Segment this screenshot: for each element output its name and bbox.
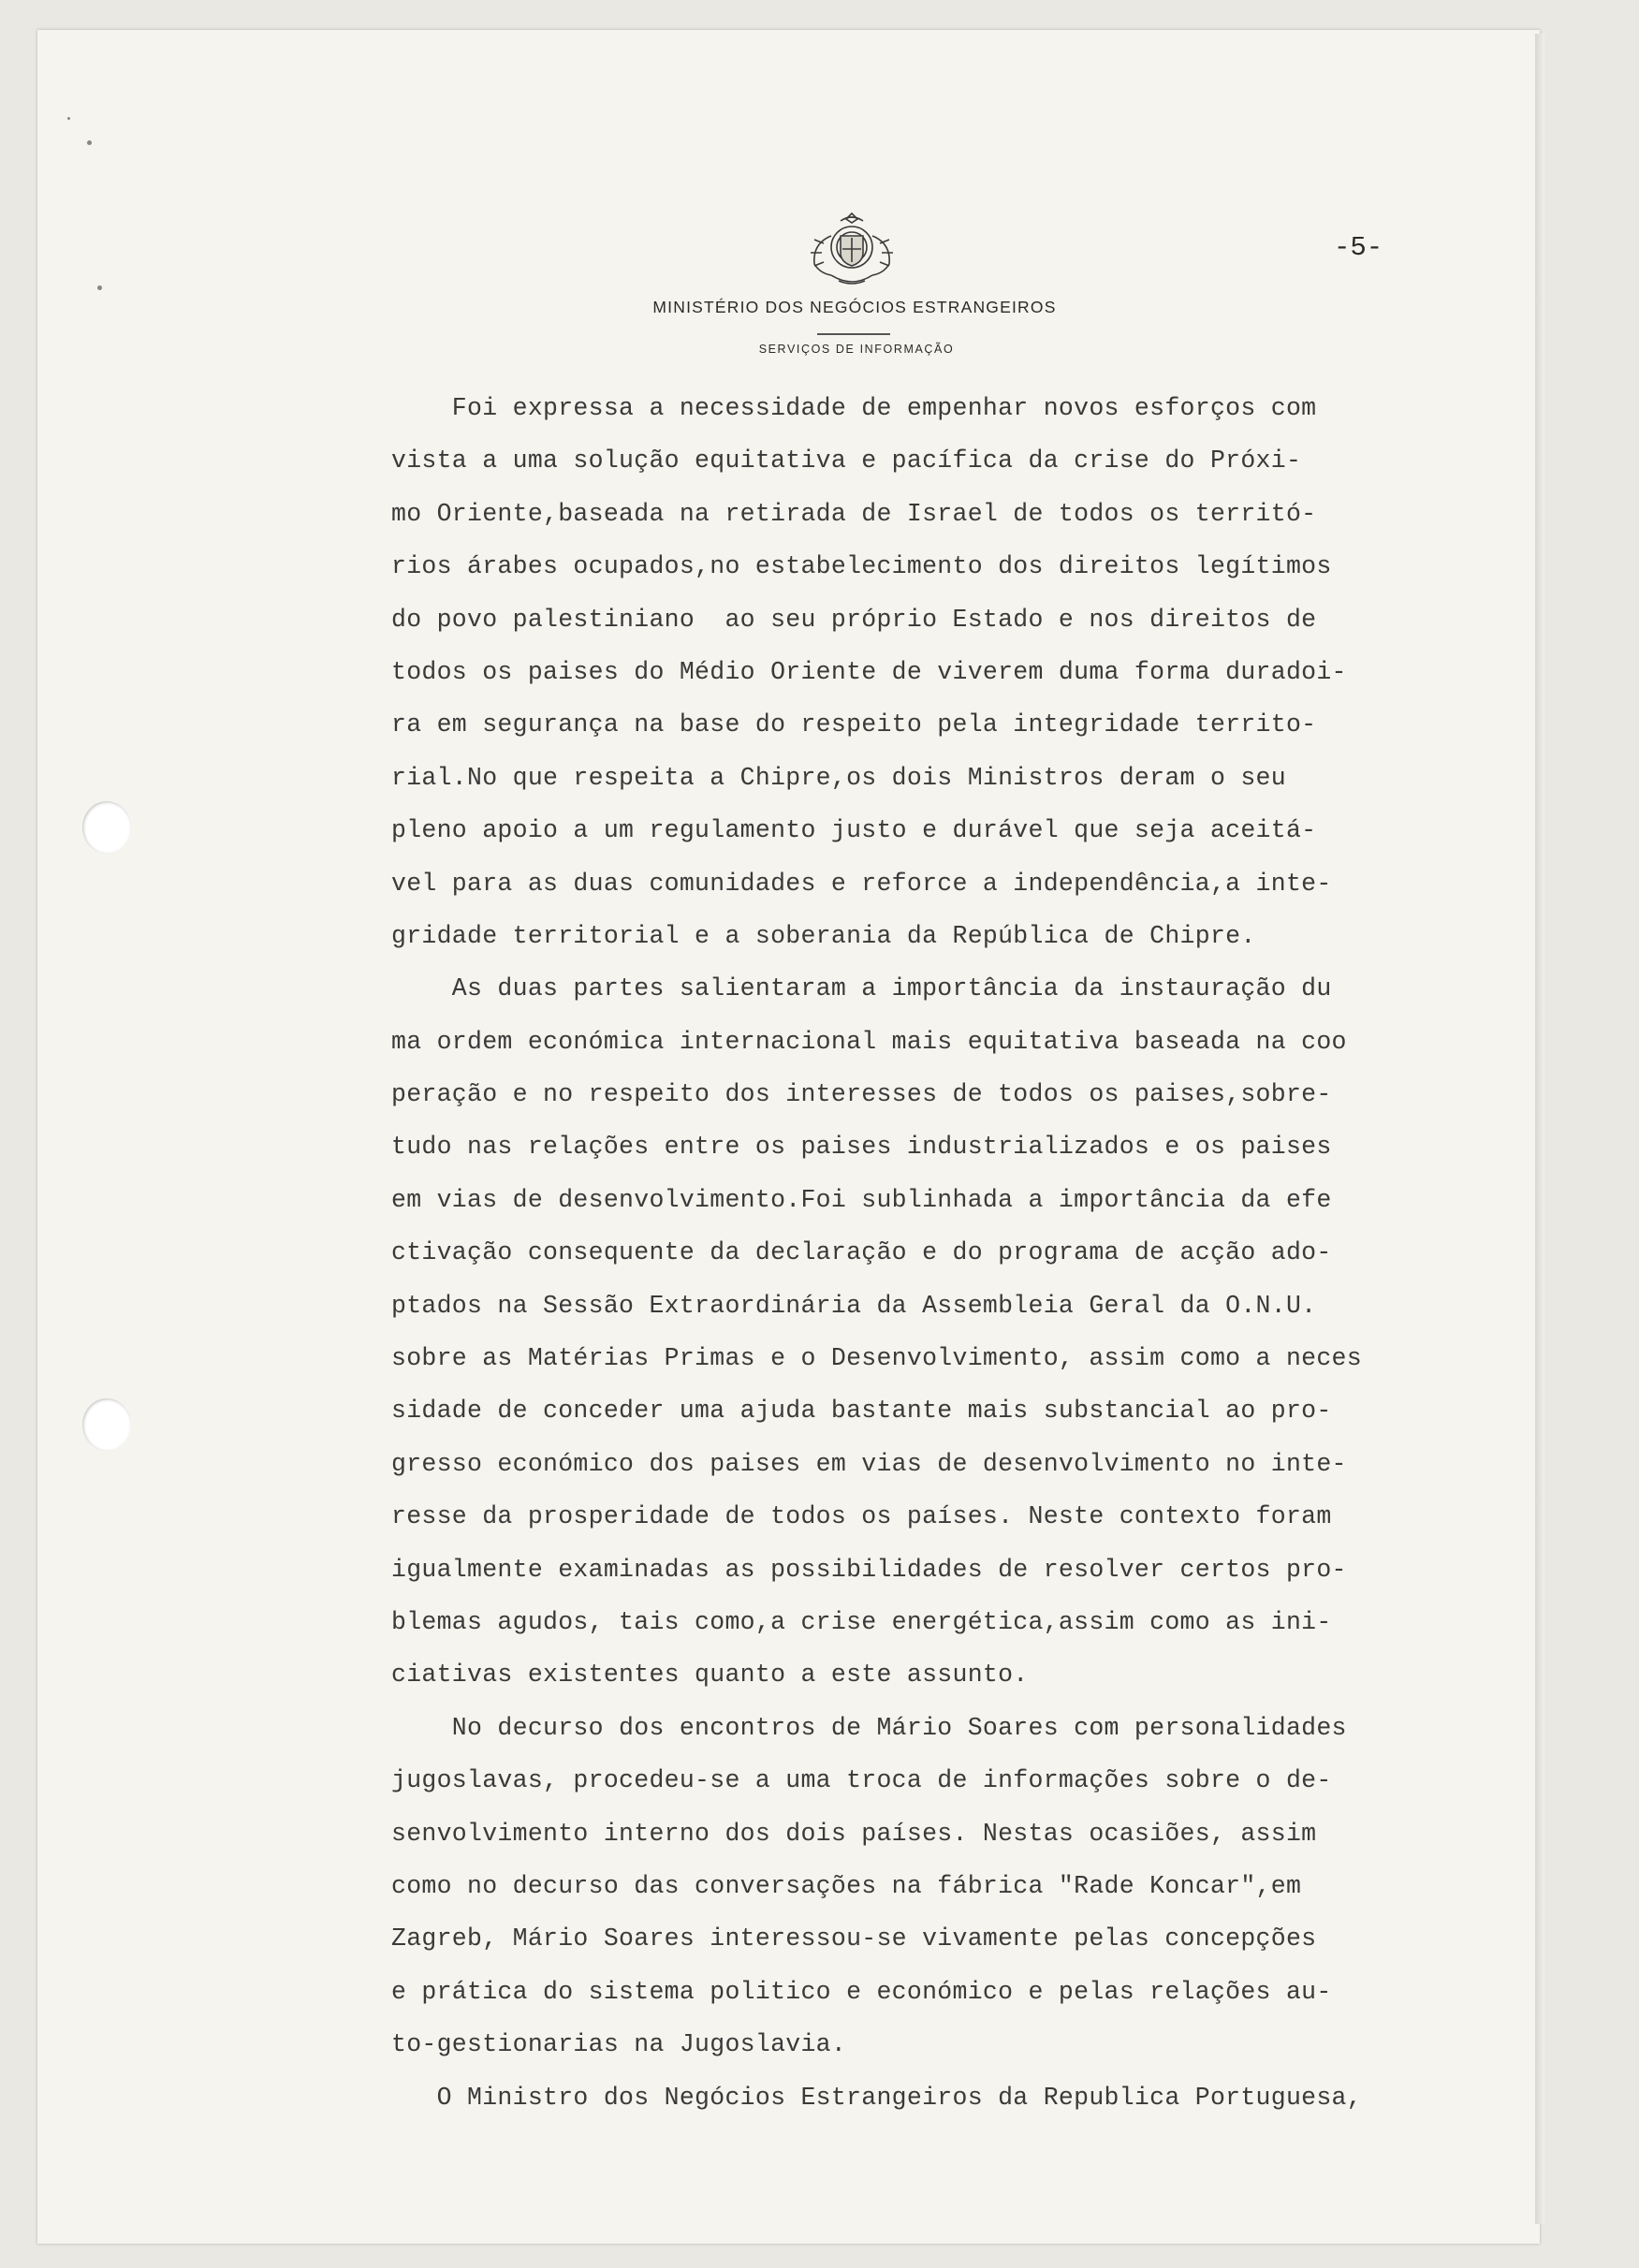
ministry-heading: MINISTÉRIO DOS NEGÓCIOS ESTRANGEIROS	[652, 298, 1057, 316]
text-line: jugoslavas, procedeu-se a uma troca de informações sobre o de-	[391, 1766, 1332, 1795]
text-line: e prática do sistema politico e económico e pelas relações au-	[391, 1977, 1332, 2006]
text-line: vel para as duas comunidades e reforce a independência,a inte-	[391, 869, 1332, 898]
text-line: pleno apoio a um regulamento justo e durável que seja aceitá-	[391, 816, 1317, 845]
text-line: No decurso dos encontros de Mário Soares com personalidades	[391, 1713, 1347, 1742]
service-subheading: SERVIÇOS DE INFORMAÇÃO	[758, 343, 955, 356]
text-line: rial.No que respeita a Chipre,os dois Ministros deram o seu	[391, 763, 1286, 792]
page-edge-shadow	[1535, 34, 1544, 2224]
paper-speck	[97, 285, 102, 290]
text-line: ptados na Sessão Extraordinária da Assembleia Geral da O.N.U.	[391, 1291, 1317, 1320]
text-line: gresso económico dos paises em vias de desenvolvimento no inte-	[391, 1449, 1347, 1478]
text-line: ctivação consequente da declaração e do programa de acção ado-	[391, 1238, 1332, 1267]
text-line: resse da prosperidade de todos os países. Neste contexto foram	[391, 1502, 1332, 1531]
text-line: como no decurso das conversações na fábrica "Rade Koncar",em	[391, 1871, 1302, 1900]
text-line: ciativas existentes quanto a este assunto.	[391, 1661, 1029, 1690]
text-line: As duas partes salientaram a importância da instauração du	[391, 974, 1332, 1003]
portuguese-coat-of-arms-icon	[803, 208, 900, 288]
body-text	[391, 382, 1468, 2124]
text-line: em vias de desenvolvimento.Foi sublinhada a importância da efe	[391, 1185, 1332, 1214]
text-line: tudo nas relações entre os paises industrializados e os paises	[391, 1133, 1332, 1162]
punch-hole-upper	[82, 801, 131, 854]
text-line: sobre as Matérias Primas e o Desenvolvimento, assim como a neces	[391, 1344, 1362, 1373]
paper-speck	[87, 140, 92, 145]
text-line: igualmente examinadas as possibilidades de resolver certos pro-	[391, 1555, 1347, 1584]
text-line: sidade de conceder uma ajuda bastante mais substancial ao pro-	[391, 1397, 1332, 1426]
text-line: ra em segurança na base do respeito pela integridade territo-	[391, 710, 1317, 739]
text-line: senvolvimento interno dos dois países. Nestas ocasiões, assim	[391, 1819, 1317, 1848]
text-line: Foi expressa a necessidade de empenhar novos esforços com	[391, 394, 1317, 422]
heading-divider	[817, 333, 890, 335]
text-line: Zagreb, Mário Soares interessou-se vivamente pelas concepções	[391, 1924, 1317, 1953]
text-line: ma ordem económica internacional mais equitativa baseada na coo	[391, 1027, 1347, 1056]
paper-speck	[67, 117, 70, 120]
text-line: blemas agudos, tais como,a crise energética,assim como as ini-	[391, 1607, 1332, 1636]
text-line: todos os paises do Médio Oriente de viverem duma forma duradoi-	[391, 657, 1347, 686]
text-line: rios árabes ocupados,no estabelecimento dos direitos legítimos	[391, 552, 1332, 581]
text-line: peração e no respeito dos interesses de todos os paises,sobre-	[391, 1080, 1332, 1109]
text-line: vista a uma solução equitativa e pacífica da crise do Próxi-	[391, 446, 1302, 476]
text-line: do povo palestiniano ao seu próprio Estado e nos direitos de	[391, 605, 1317, 634]
punch-hole-lower	[82, 1398, 131, 1451]
text-line: mo Oriente,baseada na retirada de Israel de todos os territó-	[391, 499, 1317, 528]
text-line: gridade territorial e a soberania da República de Chipre.	[391, 921, 1256, 950]
text-line: O Ministro dos Negócios Estrangeiros da Republica Portuguesa,	[391, 2083, 1362, 2112]
page-number: -5-	[1334, 232, 1383, 263]
text-line: to-gestionarias na Jugoslavia.	[391, 2030, 847, 2059]
